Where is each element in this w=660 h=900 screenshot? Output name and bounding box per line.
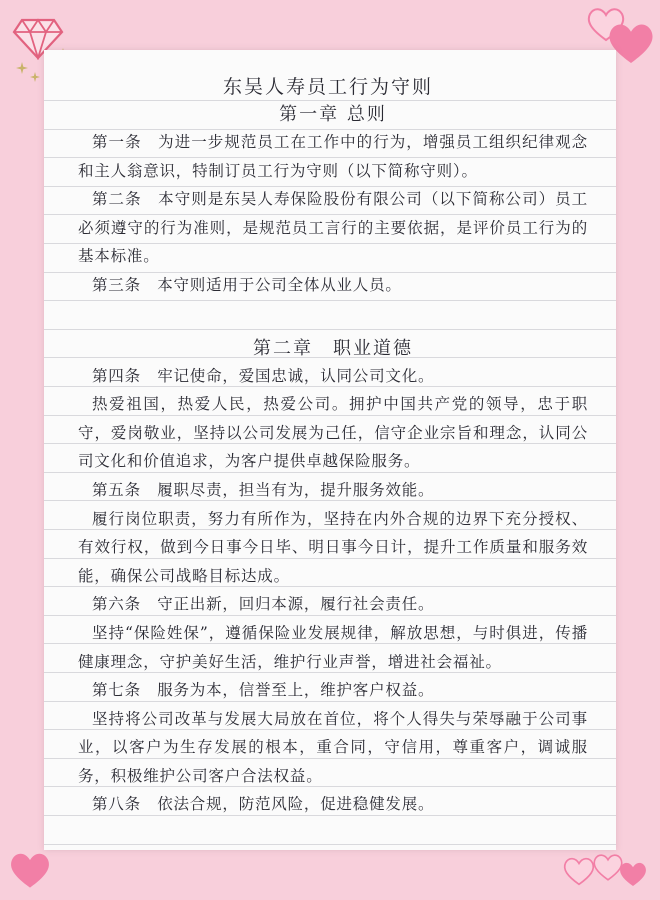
document-body: [78, 72, 588, 819]
article-paragraph: 第二条 本守则是东吴人寿保险股份有限公司（以下简称公司）员工必须遵守的行为准则，是规范员工言行的主要依据，是评价员工行为的基本标准。: [78, 190, 588, 266]
notebook-page: [44, 50, 616, 850]
article-heading: 第五条 履职尽责，担当有为，提升服务效能。: [92, 480, 435, 499]
heart-icon: [618, 860, 648, 888]
page-title: 东吴人寿员工行为守则: [222, 76, 433, 98]
article-paragraph: 坚持将公司改革与发展大局放在首位，将个人得失与荣辱融于公司事业，以客户为生存发展的根本，重合同，守信用，尊重客户，调诚服务，积极维护公司客户合法权益。: [78, 709, 588, 785]
article-heading: 第四条 牢记使命，爱国忠诚，认同公司文化。: [92, 366, 435, 385]
chapter-heading: 第一章 总则: [279, 104, 387, 125]
article-paragraph: 第三条 本守则适用于公司全体从业人员。: [92, 275, 402, 294]
article-heading: 第六条 守正出新，回归本源，履行社会责任。: [92, 595, 435, 614]
article-paragraph: 履行岗位职责，努力有所作为，坚持在内外合规的边界下充分授权、有效行权，做到今日事今日毕、明日事今日计，提升工作质量和服务效能，确保公司战略目标达成。: [78, 509, 588, 585]
heart-icon: [562, 856, 596, 886]
heart-icon: [8, 850, 52, 890]
sparkle-icon: [16, 62, 28, 74]
article-heading: 第八条 依法合规，防范风险，促进稳健发展。: [92, 795, 435, 814]
ruled-line: [44, 844, 616, 845]
article-paragraph: 坚持“保险姓保”，遵循保险业发展规律，解放思想，与时俱进，传播健康理念，守护美好生活，维护行业声誉，增进社会福祉。: [78, 623, 588, 671]
sparkle-icon: [30, 72, 40, 82]
chapter-heading: 第二章 职业道德: [253, 337, 413, 359]
article-paragraph: 第一条 为进一步规范员工在工作中的行为，增强员工组织纪律观念和主人翁意识，特制订员工行为守则（以下简称守则）。: [78, 133, 588, 180]
article-paragraph: 热爱祖国，热爱人民，热爱公司。拥护中国共产党的领导，忠于职守，爱岗敬业，坚持以公司发展为己任，信守企业宗旨和理念，认同公司文化和价值追求，为客户提供卓越保险服务。: [78, 395, 588, 471]
article-heading: 第七条 服务为本，信誉至上，维护客户权益。: [92, 681, 435, 700]
